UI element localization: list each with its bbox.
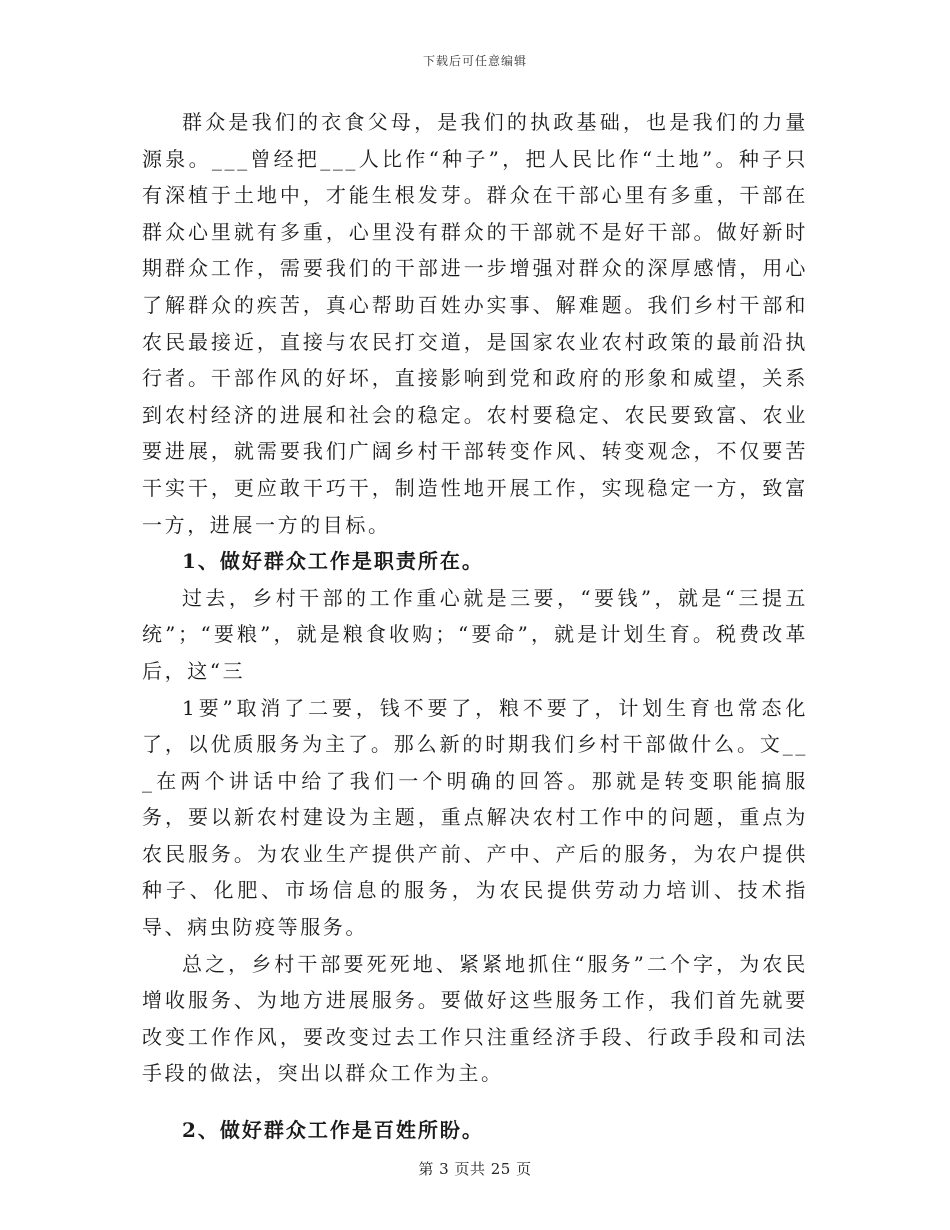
section-heading-1: 1、做好群众工作是职责所在。 (182, 549, 484, 574)
page-header: 下载后可任意编辑 (422, 54, 527, 68)
document-body (142, 104, 808, 1149)
section-heading-2: 2、做好群众工作是百姓所盼。 (182, 1118, 484, 1143)
paragraph-past: 过去，乡村干部的工作重心就是三要，“要钱”，就是“三提五统”；“要粮”，就是粮食收购；“要命”，就是计划生育。税费改革后，这“三 (142, 585, 808, 683)
paragraph-intro: 群众是我们的衣食父母，是我们的执政基础，也是我们的力量源泉。___曾经把___人比作“种子”，把人民比作“土地”。种子只有深植于土地中，才能生根发芽。群众在干部心里有多重，干部在群众心里就有多重，心里没有群众的干部就不是好干部。做好新时期群众工作，需要我们的干部进一步增强对群众的深厚感情，用心了解群众的疾苦，真心帮助百姓办实事、解难题。我们乡村干部和农民最接近，直接与农民打交道，是国家农业农村政策的最前沿执行者。干部作风的好坏，直接影响到党和政府的形象和威望，关系到农村经济的进展和社会的稳定。农村要稳定、农民要致富、农业要进展，就需要我们广阔乡村干部转变作风、转变观念，不仅要苦干实干，更应敢干巧干，制造性地开展工作，实现稳定一方，致富一方，进展一方的目标。 (142, 110, 808, 537)
paragraph-services: 1要”取消了二要，钱不要了，粮不要了，计划生育也常态化了，以优质服务为主了。那么新的时期我们乡村干部做什么。文___在两个讲话中给了我们一个明确的回答。那就是转变职能搞服务，要以新农村建设为主题，重点解决农村工作中的问题，重点为农民服务。为农业生产提供产前、产中、产后的服务，为农户提供种子、化肥、市场信息的服务，为农民提供劳动力培训、技术指导、病虫防疫等服务。 (142, 695, 808, 940)
page-footer: 第 3 页共 25 页 (418, 1160, 532, 1178)
paragraph-summary: 总之，乡村干部要死死地、紧紧地抓住“服务”二个字，为农民增收服务、为地方进展服务。要做好这些服务工作，我们首先就要改变工作作风，要改变过去工作只注重经济手段、行政手段和司法手段的做法，突出以群众工作为主。 (142, 951, 808, 1086)
